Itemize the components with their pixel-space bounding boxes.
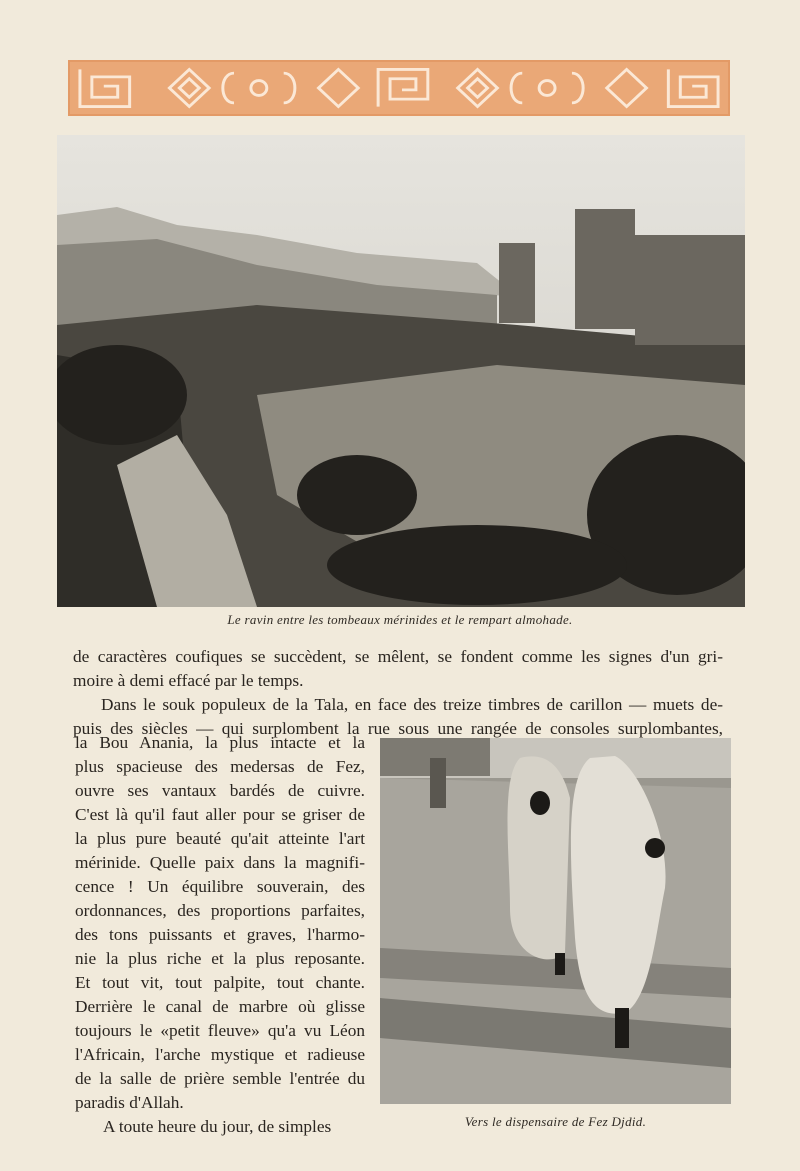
paragraph-continued <box>73 645 723 741</box>
text-line: nie la plus riche et la plus reposante. <box>75 949 365 968</box>
text-line: mérinide. Quelle paix dans la magnifi- <box>75 853 365 872</box>
text-line: puis des siècles — qui surplombent la rue sous une rangée de consoles surplombantes, <box>73 719 723 738</box>
text-line: ordonnances, des proportions parfaites, <box>75 901 365 920</box>
photo-veiled-women-street <box>380 738 731 1104</box>
text-line: la plus pure beauté qu'ait atteinte l'art <box>75 829 365 848</box>
text-line: A toute heure du jour, de simples <box>103 1117 332 1136</box>
paragraph-bou-anania <box>75 731 365 1139</box>
text-line: plus spacieuse des medersas de Fez, <box>75 757 365 776</box>
text-line: des tons puissants et graves, l'harmo- <box>75 925 365 944</box>
figure-caption: Vers le dispensaire de Fez Djdid. <box>464 1114 647 1129</box>
text-line: cence ! Un équilibre souverain, des <box>75 877 365 896</box>
text-line: Et tout vit, tout palpite, tout chante. <box>75 973 365 992</box>
text-line: moire à demi effacé par le temps. <box>73 671 304 690</box>
text-line: l'Africain, l'arche mystique et radieuse <box>75 1045 365 1064</box>
photo-ravine-landscape <box>57 135 745 607</box>
text-line: Derrière le canal de marbre où glisse <box>75 997 365 1016</box>
text-line: la Bou Anania, la plus intacte et la <box>75 733 365 752</box>
ornamental-header-band <box>68 60 730 116</box>
text-line: Dans le souk populeux de la Tala, en face des treize timbres de carillon — muets de- <box>101 695 723 714</box>
text-line: C'est là qu'il faut aller pour se griser de <box>75 805 365 824</box>
text-line: de la salle de prière semble l'entrée du <box>75 1069 365 1088</box>
text-line: paradis d'Allah. <box>75 1093 184 1112</box>
figure-caption: Le ravin entre les tombeaux mérinides et le rempart almohade. <box>227 612 573 627</box>
text-line: toujours le «petit fleuve» qu'a vu Léon <box>75 1021 365 1040</box>
text-line: de caractères coufiques se succèdent, se mêlent, se fondent comme les signes d'un gri- <box>73 647 723 666</box>
text-line: ouvre ses vantaux bardés de cuivre. <box>75 781 365 800</box>
